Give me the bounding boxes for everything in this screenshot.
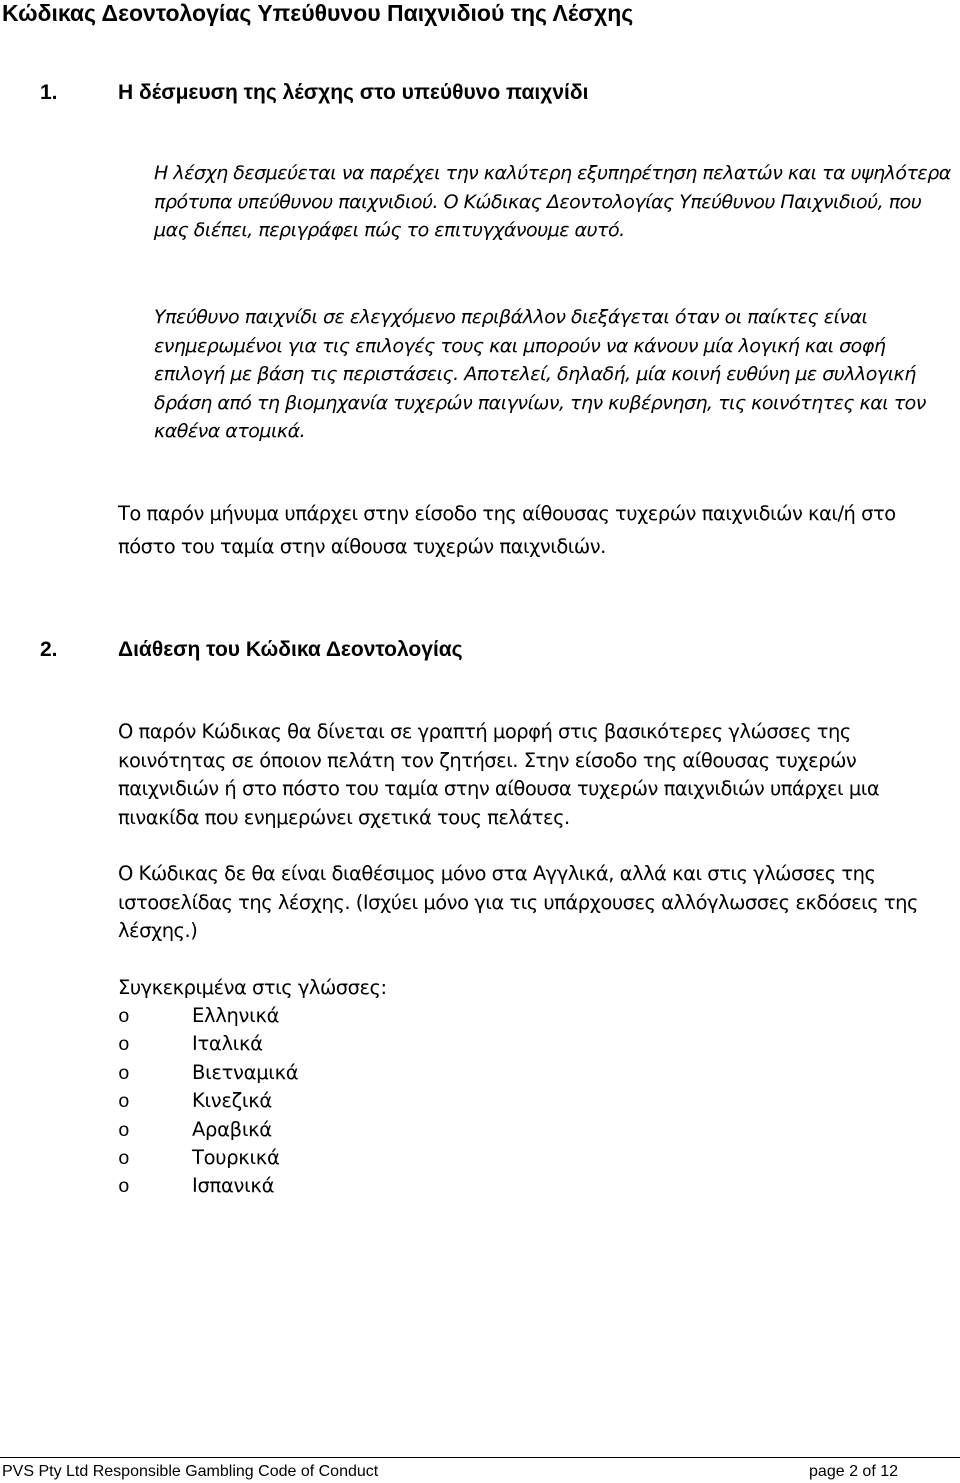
language-name: Κινεζικά: [192, 1089, 272, 1113]
languages-list: [118, 1002, 298, 1201]
section-number: 1.: [40, 81, 58, 104]
language-name: Τουρκικά: [192, 1145, 280, 1169]
bullet-icon: o: [118, 1119, 130, 1142]
bullet-icon: o: [118, 1147, 130, 1170]
list-item: [118, 1116, 298, 1144]
footer-page-number: page 2 of 12: [809, 1463, 898, 1480]
bullet-icon: o: [118, 1062, 130, 1085]
languages-intro: Συγκεκριμένα στις γλώσσες:: [118, 976, 387, 999]
bullet-icon: o: [118, 1176, 130, 1199]
list-item: [118, 1002, 298, 1030]
section2-paragraph-languages: Ο Κώδικας δε θα είναι διαθέσιμος μόνο στα Αγγλικά, αλλά και στις γλώσσες της ιστοσελίδας της λέσχης. (Ισχύει μόνο για τις υπάρχουσες αλλόγλωσσες εκδόσεις της λέσχης.): [118, 862, 918, 942]
language-name: Ελληνικά: [192, 1004, 280, 1027]
bullet-icon: o: [118, 1034, 130, 1057]
bullet-icon: o: [118, 1006, 130, 1028]
bullet-icon: o: [118, 1091, 130, 1114]
list-item: [118, 1059, 298, 1087]
section-number: 2.: [40, 638, 58, 661]
footer-document-name: PVS Pty Ltd Responsible Gambling Code of Conduct: [2, 1463, 379, 1480]
section-heading: [118, 636, 463, 664]
list-item: [118, 1144, 298, 1172]
section1-paragraph-notice: Το παρόν μήνυμα υπάρχει στην είσοδο της αίθουσας τυχερών παιχνιδιών και/ή στο πόστο του ταμία στην αίθουσα τυχερών παιχνιδιών.: [118, 502, 896, 558]
language-name: Βιετναμικά: [192, 1060, 299, 1084]
list-item: [118, 1087, 298, 1115]
section-heading: Η δέσμευση της λέσχης στο υπεύθυνο παιχνίδι: [118, 81, 589, 104]
list-item: [118, 1172, 298, 1200]
document-title: Κώδικας Δεοντολογίας Υπεύθυνου Παιχνιδιού της Λέσχης: [2, 0, 634, 26]
section1-paragraph-commitment: Η λέσχη δεσμεύεται να παρέχει την καλύτερη εξυπηρέτηση πελατών και τα υψηλότερα πρότυπα υπεύθυνου παιχνιδιού. Ο Κώδικας Δεοντολογίας Υπεύθυνου Παιχνιδιού, που μας διέπει, περιγράφει πώς το επιτυγχάνουμε αυτό.: [154, 162, 951, 241]
language-name: Ισπανικά: [192, 1174, 275, 1198]
language-name: Ιταλικά: [192, 1032, 263, 1056]
footer-divider: [0, 1457, 960, 1458]
section2-paragraph-availability: Ο παρόν Κώδικας θα δίνεται σε γραπτή μορφή στις βασικότερες γλώσσες της κοινότητας σε όποιον πελάτη τον ζητήσει. Στην είσοδο της αίθουσας τυχερών παιχνιδιών ή στο πόστο του ταμία στην αίθουσα τυχερών παιχνιδιών υπάρχει μια πινακίδα που ενημερώνει σχετικά τους πελάτες.: [118, 720, 880, 829]
section1-paragraph-definition: Υπεύθυνο παιχνίδι σε ελεγχόμενο περιβάλλον διεξάγεται όταν οι παίκτες είναι ενημερωμένοι για τις επιλογές τους και μπορούν να κάνουν μία λογική και σοφή επιλογή με βάση τις περιστάσεις. Αποτελεί, δηλαδή, μία κοινή ευθύνη με συλλογική δράση από τη βιομηχανία τυχερών παιγνίων, την κυβέρνηση, τις κοινότητες και τον καθένα ατομικά.: [154, 306, 926, 442]
list-item: [118, 1030, 298, 1058]
language-name: Αραβικά: [192, 1117, 272, 1141]
section2-heading-text: Διάθεση του Κώδικα Δεοντολογίας: [118, 638, 463, 661]
